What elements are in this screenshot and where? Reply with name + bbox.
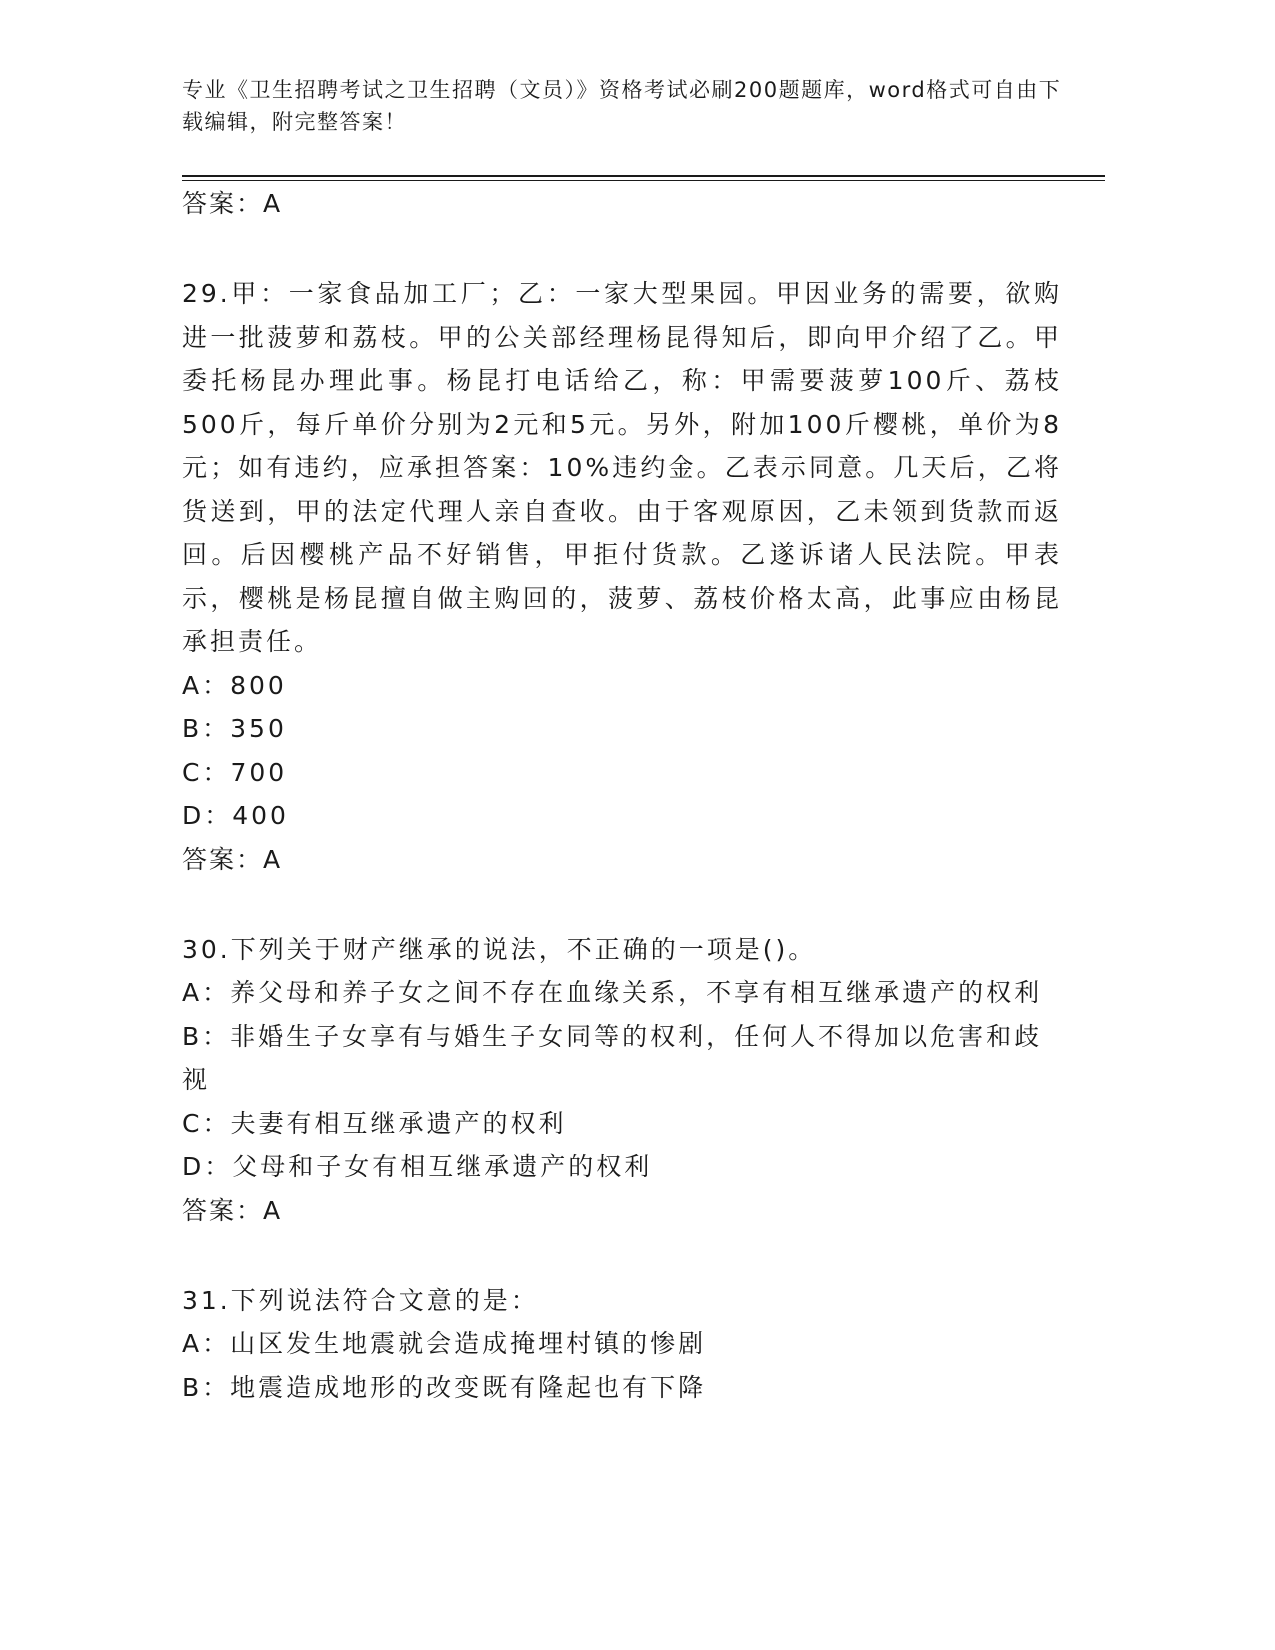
option-b: B：地震造成地形的改变既有隆起也有下降 [182,1372,707,1402]
answer-line: 答案：A [182,1195,283,1225]
answer-line: 答案：A [182,844,283,874]
option-c: C：700 [182,757,288,787]
answer-line-28: 答案：A [182,189,283,218]
question-30 [182,928,1062,1233]
option-a: A：养父母和养子女之间不存在血缘关系，不享有相互继承遗产的权利 [182,978,1043,1007]
question-content [182,182,1062,1409]
header-divider [182,175,1105,177]
question-stem: 31.下列说法符合文意的是： [182,1285,539,1315]
header-divider-thin [182,180,1105,181]
option-b: B：非婚生子女享有与婚生子女同等的权利，任何人不得加以危害和歧视 [182,1021,1043,1094]
option-a: A：山区发生地震就会造成掩埋村镇的惨剧 [182,1329,707,1358]
question-stem: 29.甲：一家食品加工厂；乙：一家大型果园。甲因业务的需要，欲购进一批菠萝和荔枝。甲的公关部经理杨昆得知后，即向甲介绍了乙。甲委托杨昆办理此事。杨昆打电话给乙，称：甲需要菠萝100斤、荔枝500斤，每斤单价分别为2元和5元。另外，附加100斤樱桃，单价为8元；如有违约，应承担答案：10%违约金。乙表示同意。几天后，乙将货送到，甲的法定代理人亲自查收。由于客观原因，乙未领到货款而返回。后因樱桃产品不好销售，甲拒付货款。乙遂诉诸人民法院。甲表示，樱桃是杨昆擅自做主购回的，菠萝、荔枝价格太高，此事应由杨昆承担责任。 [182,279,1062,656]
option-c: C：夫妻有相互继承遗产的权利 [182,1108,567,1138]
option-b: B：350 [182,714,287,743]
question-stem: 30.下列关于财产继承的说法，不正确的一项是()。 [182,934,817,964]
option-a: A：800 [182,670,287,700]
question-29 [182,272,1062,882]
page-header: 专业《卫生招聘考试之卫生招聘（文员）》资格考试必刷200题题库，word格式可自由下载编辑，附完整答案！ [182,78,1062,134]
option-d: D：父母和子女有相互继承遗产的权利 [182,1152,653,1181]
question-31 [182,1279,1062,1410]
option-d: D：400 [182,801,289,830]
